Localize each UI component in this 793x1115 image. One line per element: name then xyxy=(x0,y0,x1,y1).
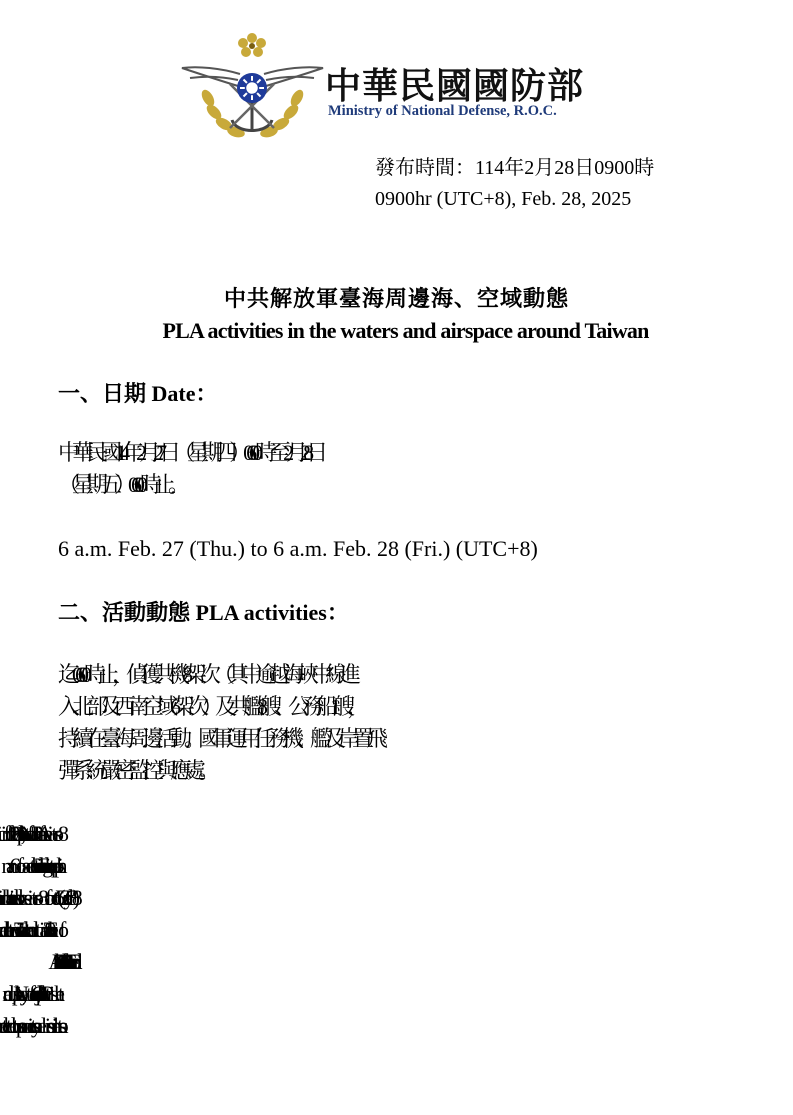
paragraph-line xyxy=(58,818,738,850)
section-date-heading: 一、日期 Date： xyxy=(58,381,218,406)
activities-paragraph-en xyxy=(58,818,738,1042)
paragraph-line xyxy=(58,850,738,882)
paragraph-line xyxy=(58,882,738,914)
paragraph-line: （星期五）0600時止。 xyxy=(58,472,183,497)
paragraph-line: 彈系統嚴密監控與應處。 xyxy=(58,758,213,783)
date-paragraph-en: 6 a.m. Feb. 27 (Thu.) to 6 a.m. Feb. 28 (Fri.) (UTC+8) xyxy=(58,536,538,561)
release-time-zh: 發布時間：114年2月28日0900時 xyxy=(375,157,655,179)
paragraph-line: 入北部及西南空域6架次）及共艦8艘、公務船1艘， xyxy=(58,694,362,719)
release-time-en: 0900hr (UTC+8), Feb. 28, 2025 xyxy=(375,188,632,210)
sun-emblem-icon xyxy=(237,73,267,103)
paragraph-line xyxy=(58,978,738,1010)
title-en: PLA activities in the waters and airspace around Taiwan xyxy=(162,318,649,343)
release-time xyxy=(375,153,654,215)
activities-paragraph-zh xyxy=(58,659,738,787)
paragraph-line: southwestern ADIZ. ROC Armed Forces have monitored xyxy=(58,949,60,974)
title-zh: 中共解放軍臺海周邊海、空域動態 xyxy=(223,286,569,311)
organization-name-en: Ministry of National Defense, R.O.C. xyxy=(328,103,557,119)
paragraph-line xyxy=(58,914,738,946)
paragraph-line xyxy=(58,1010,738,1042)
date-paragraph-zh xyxy=(58,437,738,501)
document-title xyxy=(0,283,793,347)
organization-name-zh: 中華民國國防部 xyxy=(325,66,585,107)
paragraph-line: 中華民國114年2月27日（星期四）0600時至2月28日 xyxy=(58,440,321,465)
plum-blossom-icon xyxy=(238,33,266,57)
ministry-emblem-logo xyxy=(180,28,325,146)
section-activities-heading: 二、活動動態 PLA activities： xyxy=(58,600,349,625)
paragraph-line: 持續在臺海周邊活動。國軍運用任務機、艦及岸置飛 xyxy=(58,726,381,751)
paragraph-line: 迄0600時止，偵獲共機8架次（其中逾越海峽中線進 xyxy=(58,662,354,687)
